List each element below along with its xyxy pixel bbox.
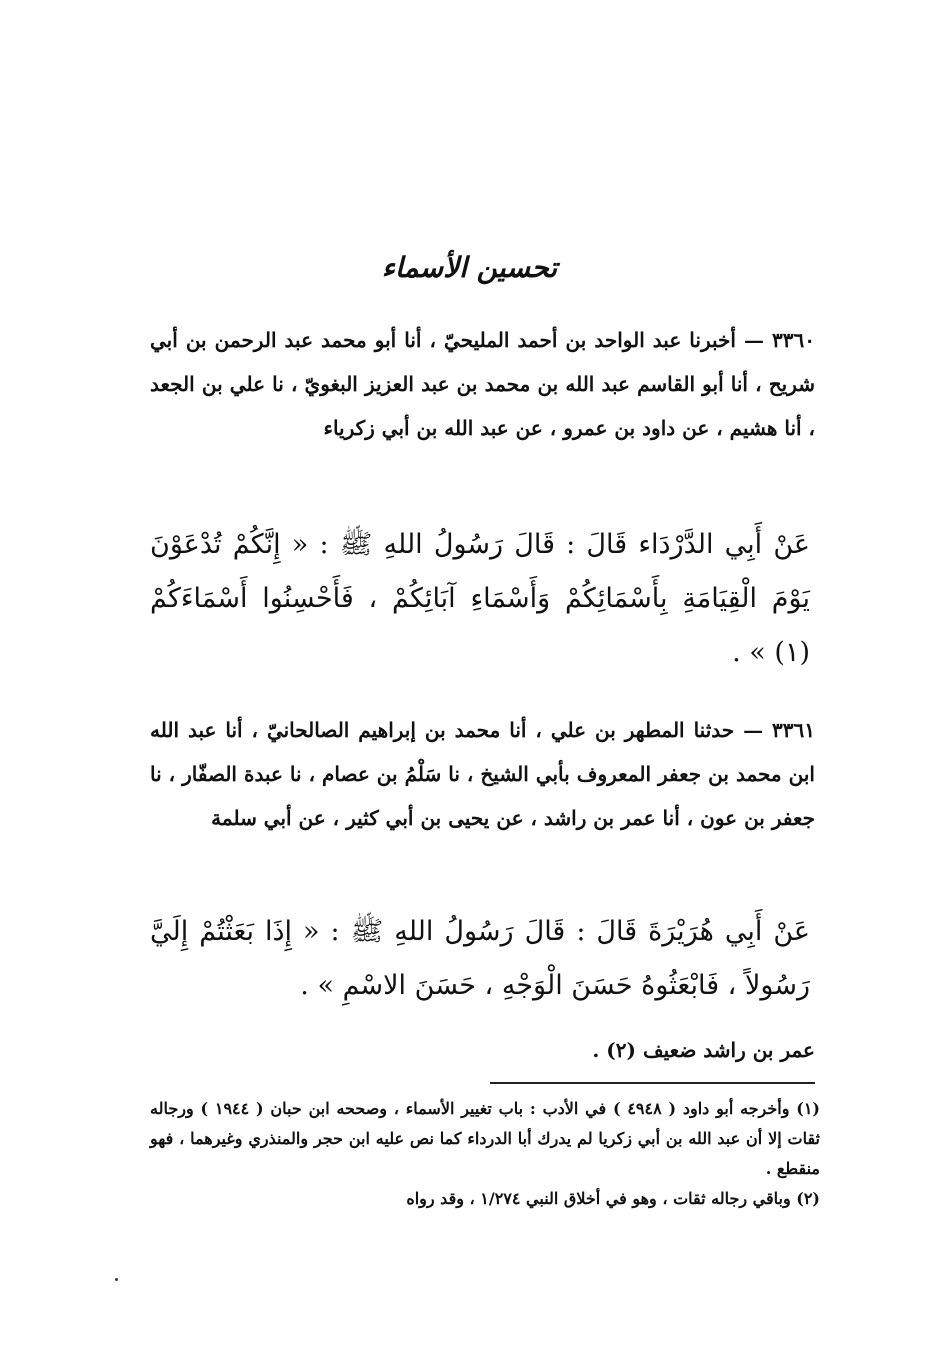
page-title: تحسين الأسماء: [381, 251, 558, 284]
footnote-1: (١) وأخرجه أبو داود ( ٤٩٤٨ ) في الأدب : باب تغيير الأسماء ، وصححه ابن حبان ( ١٩٤٤ ) ورجاله ثقات إلا أن عبد الله بن أبي زكريا لم يدرك أبا الدرداء كما نص عليه ابن حجر والمنذري وغيرهما ، فهو منقطع .: [150, 1099, 820, 1178]
hadith-3361-isnad: ٣٣٦١ — حدثنا المطهر بن علي ، أنا محمد بن إبراهيم الصالحانيّ ، أنا عبد الله ابن محمد بن جعفر المعروف بأبي الشيخ ، نا سَلْمُ بن عصام ، نا عبدة الصفّار ، نا جعفر بن عون ، أنا عمر بن راشد ، عن يحيى بن أبي كثير ، عن أبي سلمة: [150, 718, 815, 830]
hadith-3360-isnad: ٣٣٦٠ — أخبرنا عبد الواحد بن أحمد المليحيّ ، أنا أبو محمد عبد الرحمن بن أبي شريح ، أنا أبو القاسم عبد الله بن محمد بن عبد العزيز البغويّ ، نا علي بن الجعد ، أنا هشيم ، عن داود بن عمرو ، عن عبد الله بن أبي زكرياء: [150, 328, 815, 440]
hadith-3360-matn: عَنْ أَبِي الدَّرْدَاء قَالَ : قَالَ رَسُولُ اللهِ ﷺ : « إِنَّكُمْ تُدْعَوْنَ يَوْمَ الْقِيَامَةِ بِأَسْمَائِكُمْ وَأَسْمَاءِ آبَائِكُمْ ، فَأَحْسِنُوا أَسْمَاءَكُمْ (١) » .: [150, 529, 810, 668]
hadith-3361-matn: عَنْ أَبِي هُرَيْرَةَ قَالَ : قَالَ رَسُولُ اللهِ ﷺ : « إِذَا بَعَثْتُمْ إِلَيَّ رَسُولاً ، فَابْعَثُوهُ حَسَنَ الْوَجْهِ ، حَسَنَ الاسْمِ » .: [150, 916, 810, 1001]
footnote-2: (٢) وباقي رجاله ثقات ، وهو في أخلاق النبي ١/٢٧٤ ، وقد رواه: [406, 1189, 820, 1208]
footnotes: [150, 1094, 820, 1214]
footnote-divider: [490, 1082, 815, 1084]
hadith-3361-grade: عمر بن راشد ضعيف (٢) .: [592, 1038, 815, 1062]
scan-speck: [115, 1278, 118, 1281]
